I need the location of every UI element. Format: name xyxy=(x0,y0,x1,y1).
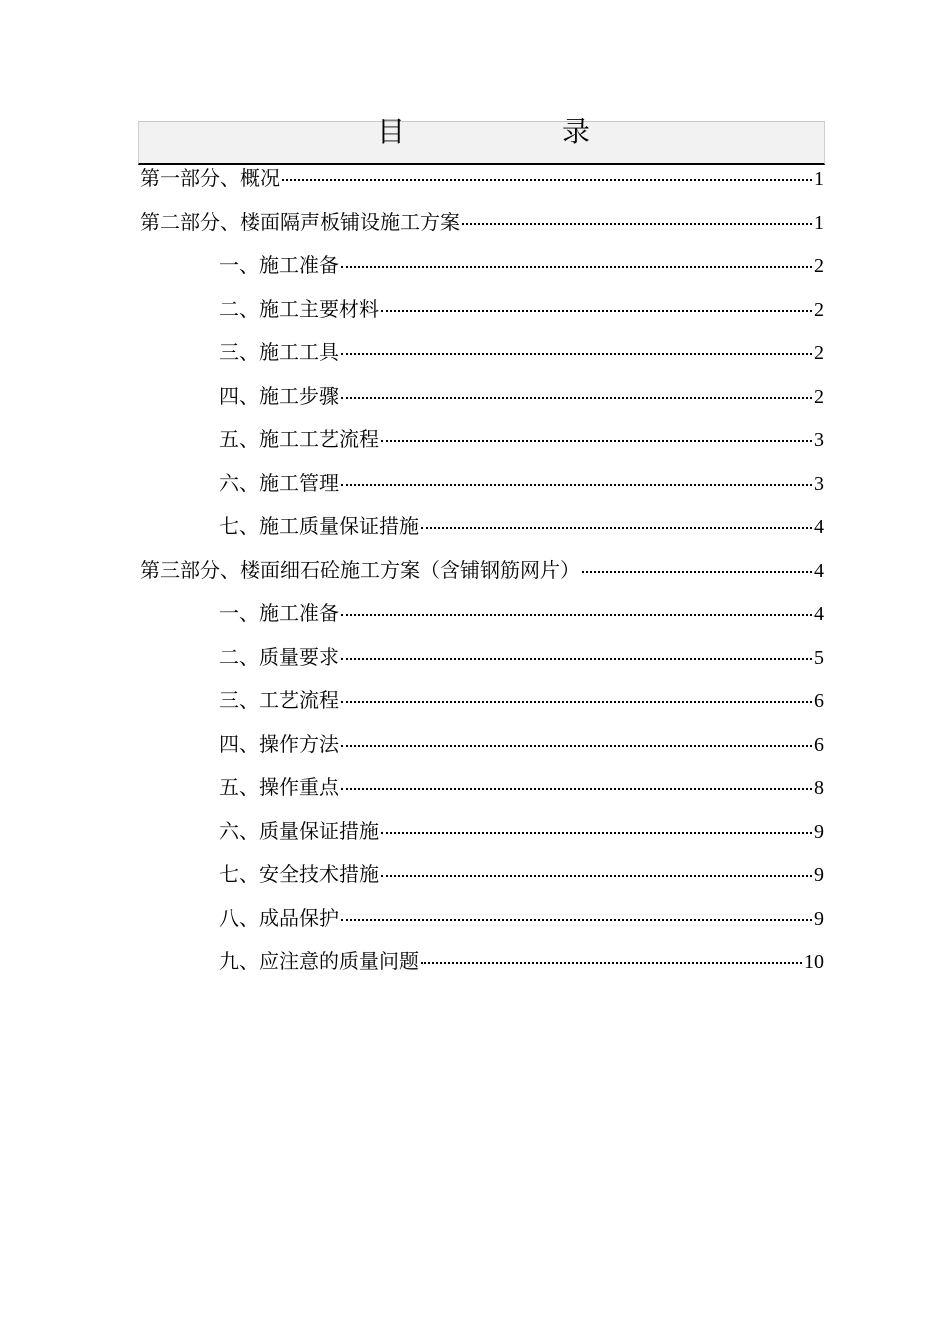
toc-dot-leader xyxy=(341,484,812,486)
toc-entry-page-number: 2 xyxy=(814,342,824,364)
toc-entry-page-number: 10 xyxy=(804,951,824,973)
toc-dot-leader xyxy=(381,310,812,312)
toc-entry-page-number: 4 xyxy=(814,516,824,538)
toc-entry-label: 九、应注意的质量问题 xyxy=(219,949,419,973)
toc-entry-label: 五、操作重点 xyxy=(219,775,339,799)
toc-entry-page-number: 1 xyxy=(814,211,824,234)
toc-dot-leader xyxy=(341,266,812,268)
toc-entry[interactable] xyxy=(140,201,824,245)
toc-dot-leader xyxy=(282,179,812,181)
toc-entry-label: 二、质量要求 xyxy=(219,644,339,669)
toc-dot-leader xyxy=(341,745,812,747)
toc-entry-page-number: 3 xyxy=(814,472,824,495)
toc-entry-label: 六、质量保证措施 xyxy=(219,818,379,843)
toc-dot-leader xyxy=(341,397,812,399)
toc-entry-page-number: 2 xyxy=(814,385,824,408)
toc-entry[interactable] xyxy=(140,375,824,419)
toc-dot-leader xyxy=(381,832,812,834)
toc-entry-label: 一、施工准备 xyxy=(219,253,339,277)
toc-entry[interactable] xyxy=(140,940,824,984)
toc-entry-page-number: 3 xyxy=(814,429,824,451)
toc-entry[interactable] xyxy=(140,592,824,636)
toc-dot-leader xyxy=(341,353,812,355)
toc-dot-leader xyxy=(582,571,812,573)
toc-entry-page-number: 1 xyxy=(814,168,824,190)
toc-title-char-2: 录 xyxy=(562,115,591,148)
toc-entry[interactable] xyxy=(140,288,824,332)
toc-entry-page-number: 4 xyxy=(814,603,824,625)
toc-entry-page-number: 9 xyxy=(814,907,824,930)
toc-entry-page-number: 4 xyxy=(814,559,824,582)
toc-entry-page-number: 5 xyxy=(814,646,824,669)
toc-entry-label: 六、施工管理 xyxy=(219,470,339,495)
toc-entry-label: 二、施工主要材料 xyxy=(219,296,379,321)
toc-entry[interactable] xyxy=(140,853,824,897)
toc-entry[interactable] xyxy=(140,766,824,810)
toc-entry-label: 第三部分、楼面细石砼施工方案（含铺钢筋网片） xyxy=(140,557,580,582)
toc-entry[interactable] xyxy=(140,549,824,593)
toc-entry[interactable] xyxy=(140,679,824,723)
toc-entry-label: 三、施工工具 xyxy=(219,340,339,364)
toc-dot-leader xyxy=(341,788,812,790)
toc-dot-leader xyxy=(341,919,812,921)
toc-entry[interactable] xyxy=(140,331,824,375)
toc-dot-leader xyxy=(421,962,802,964)
toc-entry-label: 第二部分、楼面隔声板铺设施工方案 xyxy=(140,209,460,234)
toc-entry-page-number: 9 xyxy=(814,820,824,843)
toc-dot-leader xyxy=(421,527,812,529)
toc-dot-leader xyxy=(341,614,812,616)
toc-dot-leader xyxy=(462,223,812,225)
toc-entry[interactable] xyxy=(140,157,824,201)
toc-entry-page-number: 6 xyxy=(814,733,824,756)
toc-entry-label: 七、安全技术措施 xyxy=(219,862,379,886)
toc-entry-label: 七、施工质量保证措施 xyxy=(219,514,419,538)
toc-entry-page-number: 9 xyxy=(814,864,824,886)
toc-entry[interactable] xyxy=(140,244,824,288)
toc-entry[interactable] xyxy=(140,723,824,767)
toc-entry-page-number: 8 xyxy=(814,777,824,799)
toc-entry-label: 五、施工工艺流程 xyxy=(219,427,379,451)
toc-entry-page-number: 2 xyxy=(814,255,824,277)
toc-dot-leader xyxy=(381,440,812,442)
toc-title-char-1: 目 xyxy=(377,115,406,148)
toc-entry[interactable] xyxy=(140,897,824,941)
toc-entry[interactable] xyxy=(140,636,824,680)
toc-entry[interactable] xyxy=(140,418,824,462)
toc-entry-page-number: 6 xyxy=(814,690,824,712)
toc-entry-label: 一、施工准备 xyxy=(219,601,339,625)
toc-dot-leader xyxy=(341,658,812,660)
toc-entry-label: 八、成品保护 xyxy=(219,905,339,930)
toc-entry[interactable] xyxy=(140,505,824,549)
table-of-contents xyxy=(140,157,824,984)
toc-entry-label: 四、操作方法 xyxy=(219,731,339,756)
toc-entry[interactable] xyxy=(140,462,824,506)
toc-entry-page-number: 2 xyxy=(814,298,824,321)
toc-entry-label: 第一部分、概况 xyxy=(140,166,280,190)
toc-dot-leader xyxy=(341,701,812,703)
toc-entry-label: 三、工艺流程 xyxy=(219,688,339,712)
toc-entry[interactable] xyxy=(140,810,824,854)
toc-entry-label: 四、施工步骤 xyxy=(219,383,339,408)
toc-dot-leader xyxy=(381,875,812,877)
